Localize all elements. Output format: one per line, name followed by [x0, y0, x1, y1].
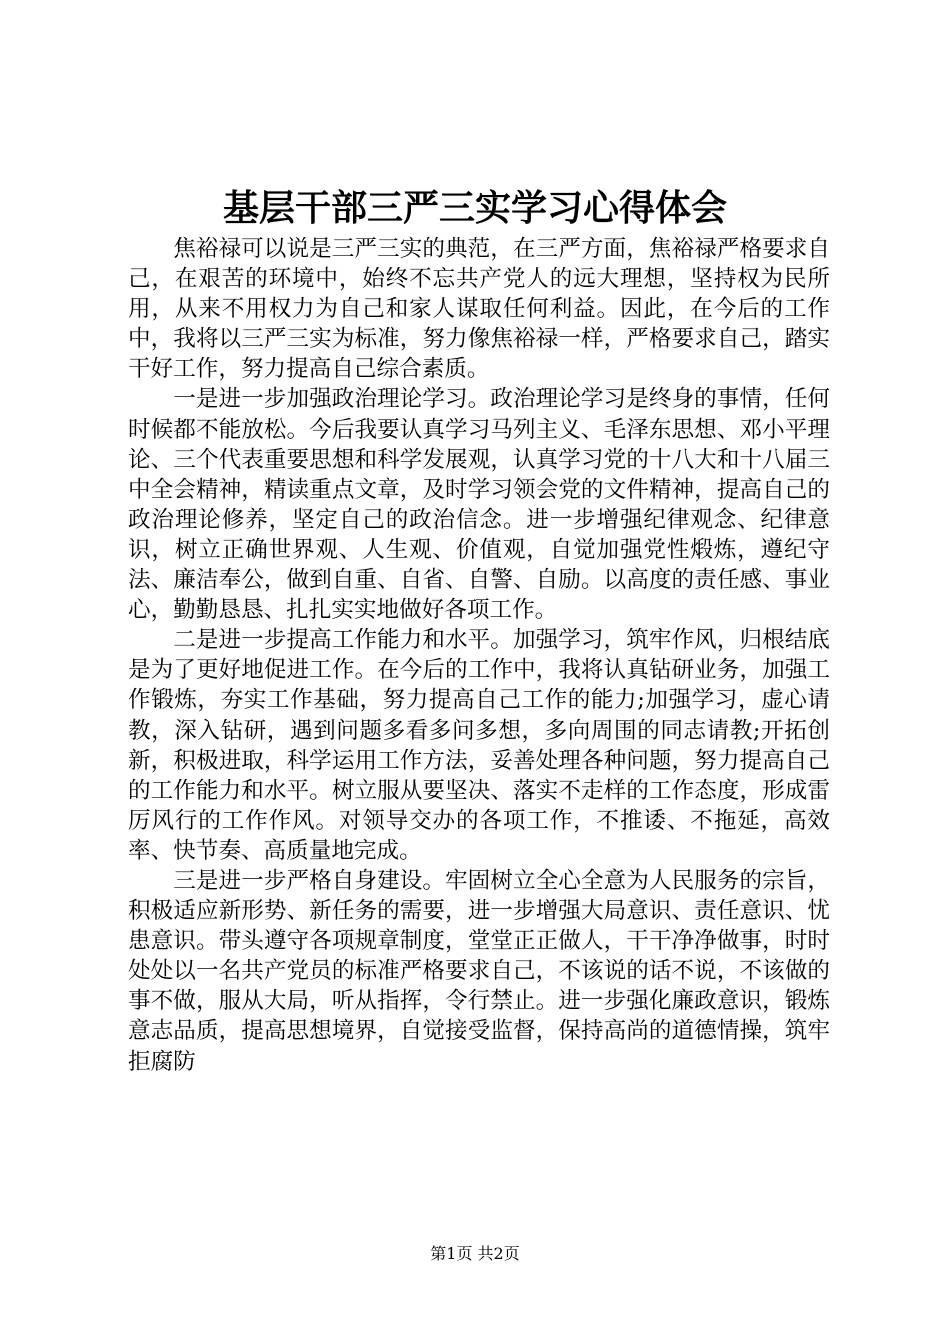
- paragraph-one: 一是进一步加强政治理论学习。政治理论学习是终身的事情，任何时候都不能放松。今后我要认真学习马列主义、毛泽东思想、邓小平理论、三个代表重要思想和科学发展观，认真学习党的十八大和十八届三中全会精神，精读重点文章，及时学习领会党的文件精神，提高自己的政治理论修养，坚定自己的政治信念。进一步增强纪律观念、纪律意识，树立正确世界观、人生观、价值观，自觉加强党性煅炼，遵纪守法、廉洁奉公，做到自重、自省、自警、自励。以高度的责任感、事业心，勤勤恳恳、扎扎实实地做好各项工作。: [128, 386, 830, 624]
- paragraph-two: 二是进一步提高工作能力和水平。加强学习，筑牢作风，归根结底是为了更好地促进工作。在今后的工作中，我将认真钻研业务，加强工作锻炼，夯实工作基础，努力提高自己工作的能力;加强学习，虚心请教，深入钻研，遇到问题多看多问多想，多向周围的同志请教;开拓创新，积极进取，科学运用工作方法，妥善处理各种问题，努力提高自己的工作能力和水平。树立服从要坚决、落实不走样的工作态度，形成雷厉风行的工作作风。对领导交办的各项工作，不推诿、不拖延，高效率、快节奏、高质量地完成。: [128, 627, 830, 864]
- paragraph-three: 三是进一步严格自身建设。牢固树立全心全意为人民服务的宗旨，积极适应新形势、新任务的需要，进一步增强大局意识、责任意识、忧患意识。带头遵守各项规章制度，堂堂正正做人，干干净净做事，时时处处以一名共产党员的标准严格要求自己，不该说的话不说，不该做的事不做，服从大局，听从指挥，令行禁止。进一步强化廉政意识，锻炼意志品质，提高思想境界，自觉接受监督，保持高尚的道德情操，筑牢拒腐防: [128, 867, 830, 1075]
- document-body: [128, 234, 830, 1077]
- document-title: 基层干部三严三实学习心得体会: [222, 187, 727, 229]
- page-footer: 第1页 共2页: [430, 1244, 520, 1263]
- paragraph-intro: 焦裕禄可以说是三严三实的典范，在三严方面，焦裕禄严格要求自己，在艰苦的环境中，始终不忘共产党人的远大理想，坚持权为民所用，从来不用权力为自己和家人谋取任何利益。因此，在今后的工作中，我将以三严三实为标准，努力像焦裕禄一样，严格要求自己，踏实干好工作，努力提高自己综合素质。: [128, 236, 830, 383]
